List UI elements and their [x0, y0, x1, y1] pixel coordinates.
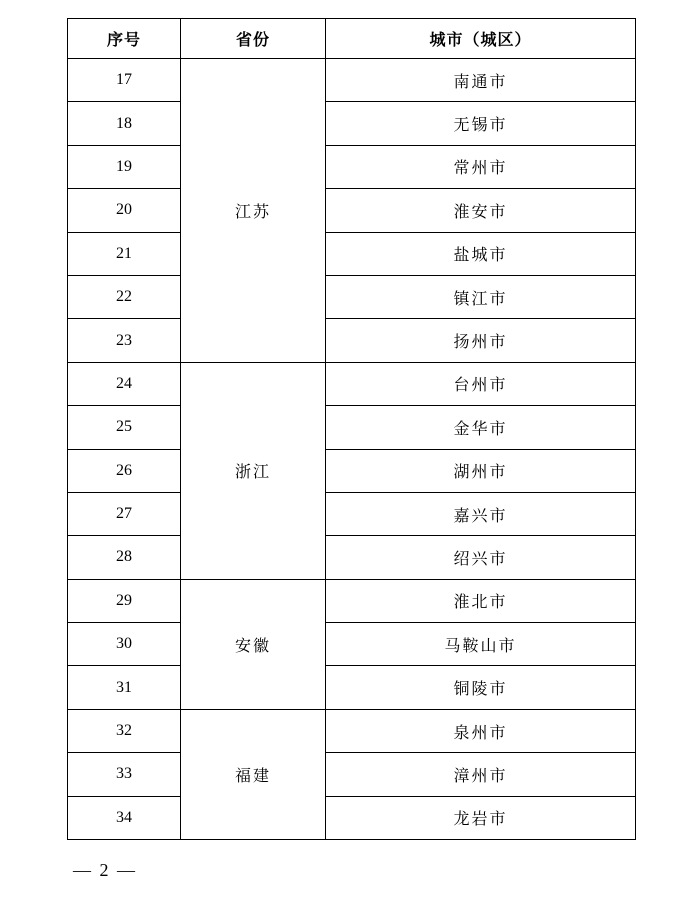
- table-row: [68, 275, 636, 318]
- row-index-cell: 30: [68, 623, 181, 666]
- table-row: [68, 579, 636, 622]
- row-index-cell: 19: [68, 145, 181, 188]
- table-row: [68, 536, 636, 579]
- header-province: 省份: [181, 19, 326, 59]
- city-cell: 泉州市: [326, 709, 636, 752]
- city-table: [67, 18, 636, 840]
- city-cell: 镇江市: [326, 275, 636, 318]
- row-index-cell: 27: [68, 492, 181, 535]
- table-row: [68, 666, 636, 709]
- row-index-cell: 21: [68, 232, 181, 275]
- row-index-cell: 17: [68, 59, 181, 102]
- table-row: [68, 319, 636, 362]
- city-cell: 嘉兴市: [326, 492, 636, 535]
- row-index-cell: 23: [68, 319, 181, 362]
- province-cell: 福建: [181, 709, 326, 839]
- city-cell: 湖州市: [326, 449, 636, 492]
- header-row: [68, 19, 636, 59]
- table-row: [68, 753, 636, 796]
- city-cell: 无锡市: [326, 102, 636, 145]
- table-row: [68, 709, 636, 752]
- row-index-cell: 33: [68, 753, 181, 796]
- province-cell: 江苏: [181, 59, 326, 363]
- table-body: [68, 59, 636, 840]
- city-cell: 金华市: [326, 406, 636, 449]
- city-cell: 台州市: [326, 362, 636, 405]
- table-row: [68, 59, 636, 102]
- table-row: [68, 102, 636, 145]
- city-cell: 龙岩市: [326, 796, 636, 839]
- table-row: [68, 623, 636, 666]
- city-cell: 常州市: [326, 145, 636, 188]
- table-row: [68, 492, 636, 535]
- city-cell: 南通市: [326, 59, 636, 102]
- city-cell: 漳州市: [326, 753, 636, 796]
- row-index-cell: 32: [68, 709, 181, 752]
- row-index-cell: 25: [68, 406, 181, 449]
- row-index-cell: 22: [68, 275, 181, 318]
- city-cell: 铜陵市: [326, 666, 636, 709]
- page-number: — 2 —: [73, 860, 137, 880]
- row-index-cell: 20: [68, 189, 181, 232]
- province-cell: 安徽: [181, 579, 326, 709]
- row-index-cell: 29: [68, 579, 181, 622]
- table-row: [68, 145, 636, 188]
- city-cell: 马鞍山市: [326, 623, 636, 666]
- row-index-cell: 18: [68, 102, 181, 145]
- table-row: [68, 449, 636, 492]
- city-cell: 绍兴市: [326, 536, 636, 579]
- table-row: [68, 232, 636, 275]
- row-index-cell: 34: [68, 796, 181, 839]
- table-row: [68, 406, 636, 449]
- row-index-cell: 28: [68, 536, 181, 579]
- province-cell: 浙江: [181, 362, 326, 579]
- table-row: [68, 362, 636, 405]
- row-index-cell: 31: [68, 666, 181, 709]
- city-cell: 淮北市: [326, 579, 636, 622]
- row-index-cell: 26: [68, 449, 181, 492]
- header-index: 序号: [68, 19, 181, 59]
- city-cell: 盐城市: [326, 232, 636, 275]
- city-cell: 淮安市: [326, 189, 636, 232]
- row-index-cell: 24: [68, 362, 181, 405]
- table-row: [68, 189, 636, 232]
- header-city: 城市（城区）: [326, 19, 636, 59]
- table-row: [68, 796, 636, 839]
- city-cell: 扬州市: [326, 319, 636, 362]
